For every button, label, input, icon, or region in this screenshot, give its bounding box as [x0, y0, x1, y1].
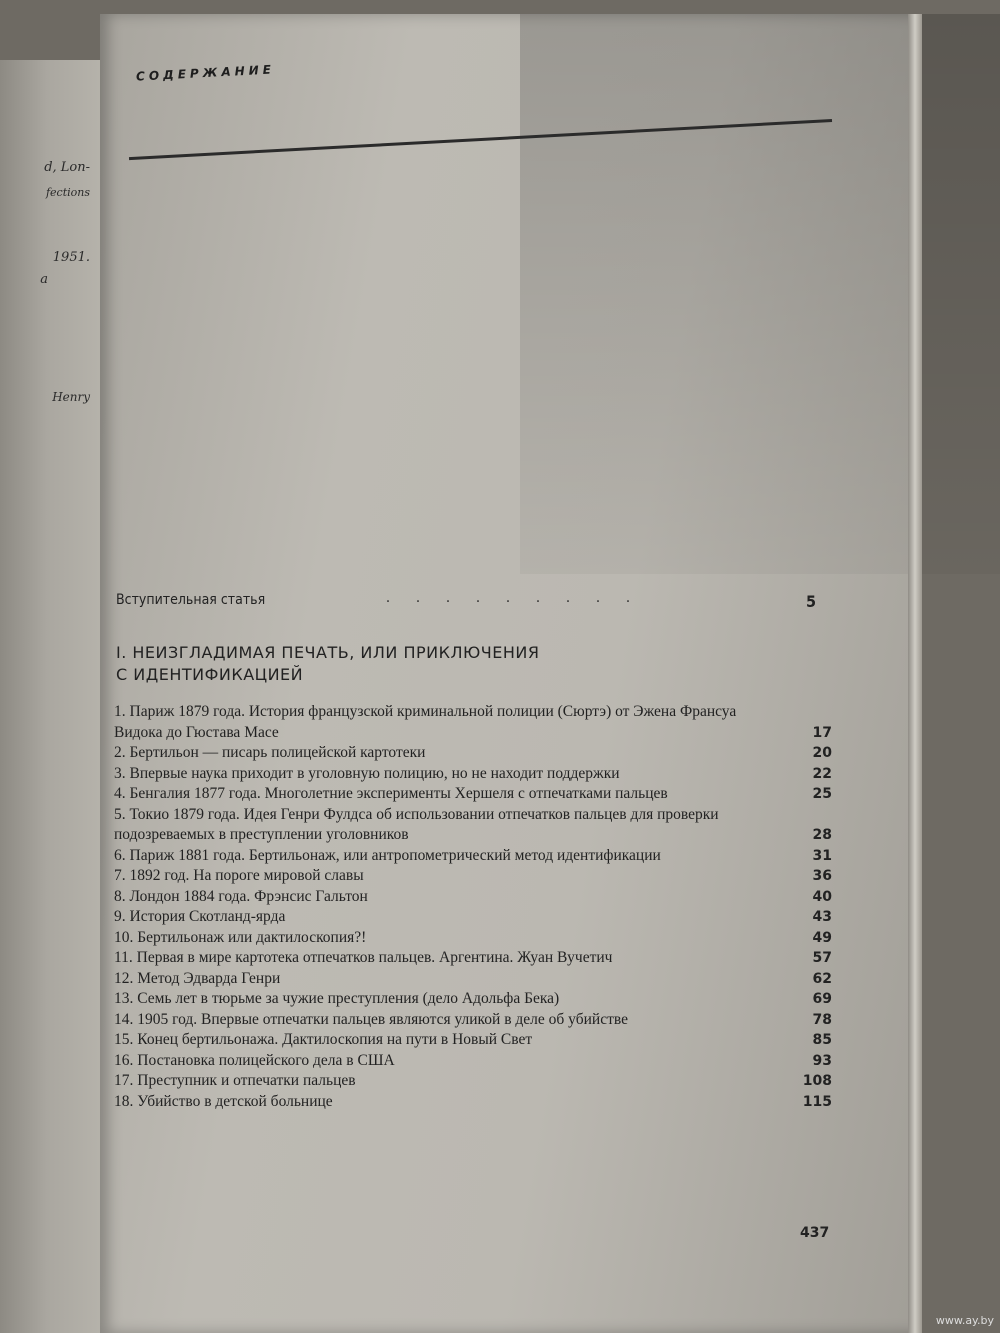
toc-entry-page: 69: [812, 991, 832, 1007]
toc-entry: [114, 989, 844, 1010]
toc-entry-page: 28: [812, 827, 832, 843]
toc-entry-text: 18. Убийство в детской больнице: [114, 1092, 333, 1110]
toc-entry-page: 78: [812, 1011, 832, 1028]
toc-entry: [114, 764, 844, 785]
toc-entry-page: 57: [812, 950, 832, 966]
toc-entry-page: 43: [812, 909, 832, 925]
toc-entry-page: 40: [812, 888, 832, 905]
toc-entry: [114, 969, 844, 990]
toc-entry-page: 115: [802, 1093, 832, 1110]
heading-rule: [129, 119, 832, 160]
toc-entry-text: 4. Бенгалия 1877 года. Многолетние эксперименты Хершеля с отпечатками пальцев: [114, 785, 668, 802]
toc-entry: [114, 907, 844, 928]
toc-entry-text: 9. История Скотланд-ярда: [114, 908, 286, 925]
camera-shadow: [520, 14, 1000, 574]
toc-entry-page: 25: [812, 786, 832, 802]
toc-entry: [114, 1092, 844, 1113]
toc-entry-text: 1. Париж 1879 года. История французской криминальной полиции (Сюртэ) от Эжена Франсуа Видока до Гюстава Масе: [114, 703, 737, 741]
left-page-line: Henry: [52, 390, 90, 404]
toc-entry-page: 93: [812, 1052, 832, 1069]
toc-entry-page: 36: [812, 868, 832, 884]
intro-page-number: 5: [805, 592, 816, 611]
page-edge: [908, 14, 922, 1333]
toc-entry: [114, 887, 844, 908]
left-page-line: 1951.: [52, 250, 90, 265]
toc-entry-text: 2. Бертильон — писарь полицейской картотеки: [114, 744, 426, 761]
toc-entry-text: 12. Метод Эдварда Генри: [114, 969, 281, 987]
toc-entry-page: 20: [812, 745, 832, 761]
left-page-line: d, Lon-: [44, 160, 90, 175]
toc-entry-text: 7. 1892 год. На пороге мировой славы: [114, 867, 364, 884]
toc-entry: [114, 1010, 844, 1031]
page-number: 437: [800, 1225, 830, 1241]
toc-entry: [114, 1051, 844, 1072]
toc-entry-text: 16. Постановка полицейского дела в США: [114, 1051, 395, 1069]
toc-entry: [114, 743, 844, 764]
toc-entry-page: 31: [812, 847, 832, 864]
toc-entry-page: 22: [812, 765, 832, 782]
toc-entry: [114, 784, 844, 805]
toc-entry-text: 10. Бертильонаж или дактилоскопия?!: [114, 928, 367, 946]
toc-entry-page: 62: [812, 970, 832, 987]
toc-entry-page: 49: [812, 929, 832, 946]
book-page: [100, 14, 922, 1333]
toc-entry-text: 15. Конец бертильонажа. Дактилоскопия на пути в Новый Свет: [114, 1031, 533, 1048]
toc-entry-text: 8. Лондон 1884 года. Фрэнсис Гальтон: [114, 887, 368, 905]
contents-heading: СОДЕРЖАНИЕ: [135, 62, 276, 84]
toc-entry: [114, 948, 844, 969]
watermark: www.ay.by: [935, 1314, 994, 1327]
toc-entry-text: 5. Токио 1879 года. Идея Генри Фулдса об использовании отпечатков пальцев для проверки подозреваемых в преступлении уголовников: [114, 805, 719, 843]
toc-entry-page: 17: [812, 724, 832, 741]
toc-entry-text: 13. Семь лет в тюрьме за чужие преступления (дело Адольфа Бека): [114, 990, 560, 1007]
part-title: [116, 642, 676, 686]
toc-entry: [114, 702, 844, 743]
toc-entry-page: 108: [802, 1073, 832, 1089]
left-page-line: a: [40, 272, 48, 287]
toc-entry-page: 85: [812, 1032, 832, 1048]
toc-entry-text: 14. 1905 год. Впервые отпечатки пальцев являются уликой в деле об убийстве: [114, 1010, 628, 1028]
part-title-line: С ИДЕНТИФИКАЦИЕЙ: [116, 665, 304, 684]
toc-entry: [114, 805, 844, 846]
toc-entry-text: 3. Впервые наука приходит в уголовную полицию, но не находит поддержки: [114, 764, 620, 782]
leader-dots: . . . . . . . . .: [386, 590, 641, 606]
toc-entry: [114, 866, 844, 887]
toc-list: [114, 702, 844, 1112]
left-page-line: fections: [45, 186, 90, 199]
toc-entry: [114, 928, 844, 949]
intro-entry: [116, 592, 826, 616]
part-title-line: I. НЕИЗГЛАДИМАЯ ПЕЧАТЬ, ИЛИ ПРИКЛЮЧЕНИЯ: [116, 643, 540, 662]
intro-label: Вступительная статья: [116, 592, 266, 608]
toc-entry: [114, 1071, 844, 1092]
toc-entry-text: 11. Первая в мире картотека отпечатков пальцев. Аргентина. Жуан Вучетич: [114, 949, 613, 966]
toc-entry-text: 17. Преступник и отпечатки пальцев: [114, 1072, 356, 1089]
toc-entry: [114, 846, 844, 867]
toc-entry: [114, 1030, 844, 1051]
toc-entry-text: 6. Париж 1881 года. Бертильонаж, или антропометрический метод идентификации: [114, 846, 661, 864]
